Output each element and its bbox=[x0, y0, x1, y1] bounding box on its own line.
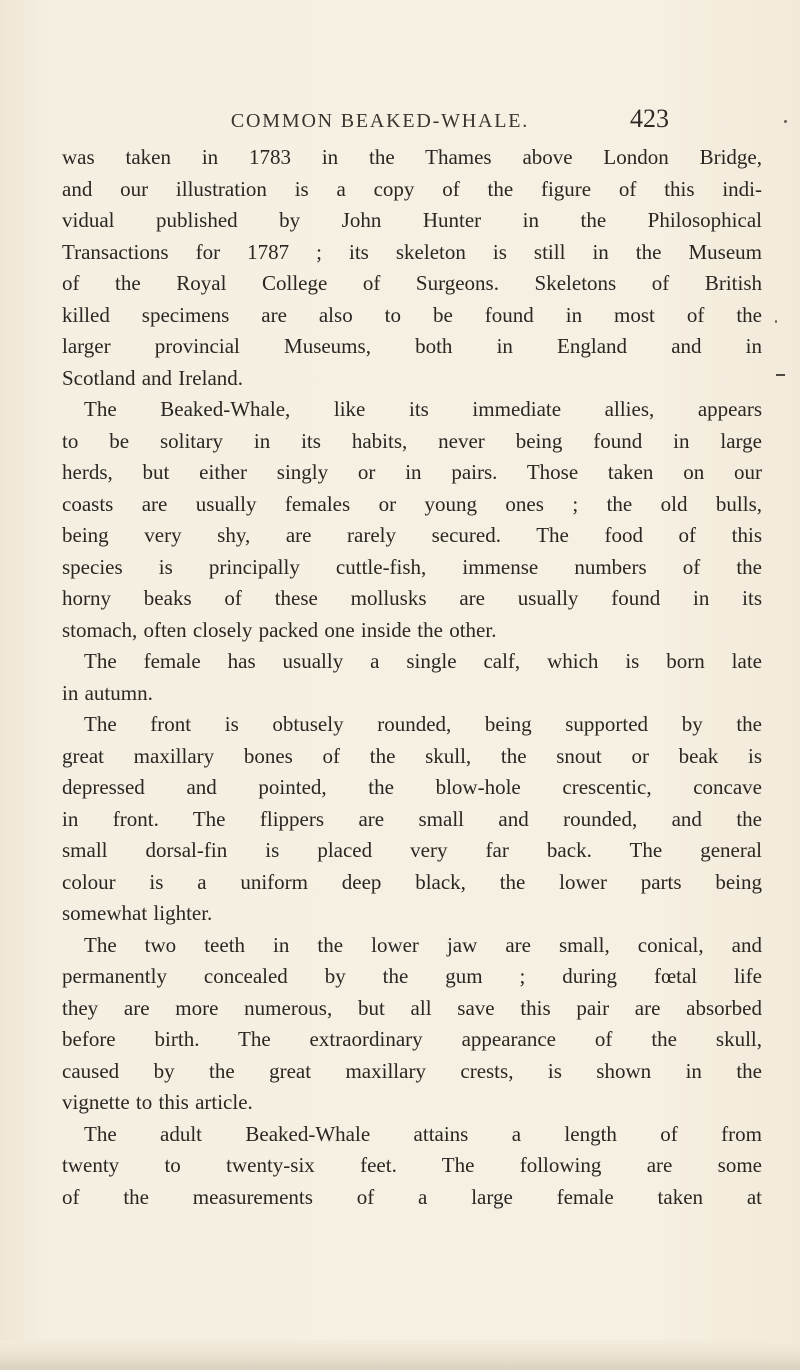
page-bottom-edge bbox=[0, 1340, 800, 1370]
running-head bbox=[0, 104, 800, 138]
text-line: being very shy, are rarely secured. The food of this bbox=[62, 523, 762, 547]
text-line: Scotland and Ireland. bbox=[62, 365, 244, 390]
text-line: in front. The flippers are small and rounded, and the bbox=[62, 806, 762, 831]
text-line: horny beaks of these mollusks are usually found in its bbox=[62, 586, 762, 610]
text-line: The front is obtusely rounded, being supported by the bbox=[84, 712, 762, 736]
text-line: caused by the great maxillary crests, is shown in the bbox=[62, 1058, 762, 1083]
text-line: was taken in 1783 in the Thames above London Bridge, bbox=[62, 145, 762, 169]
running-title: COMMON BEAKED-WHALE. bbox=[230, 110, 530, 132]
text-line: permanently concealed by the gum ; during fœtal life bbox=[62, 964, 762, 988]
page-number: 423 bbox=[630, 104, 669, 133]
text-line: vidual published by John Hunter in the Philosophical bbox=[62, 208, 762, 232]
text-line: vignette to this article. bbox=[62, 1090, 253, 1114]
text-line: great maxillary bones of the skull, the snout or beak is bbox=[62, 743, 762, 768]
text-line: small dorsal-fin is placed very far back. The general bbox=[62, 838, 762, 862]
text-line: in autumn. bbox=[62, 680, 153, 705]
text-line: The adult Beaked-Whale attains a length of from bbox=[84, 1121, 762, 1146]
text-line: The two teeth in the lower jaw are small, conical, and bbox=[84, 932, 762, 957]
text-line: of the measurements of a large female taken at bbox=[62, 1184, 762, 1209]
text-line: herds, but either singly or in pairs. Those taken on our bbox=[62, 460, 762, 484]
text-line: before birth. The extraordinary appearance of the skull, bbox=[62, 1027, 762, 1051]
text-line: somewhat lighter. bbox=[62, 901, 213, 925]
text-line: to be solitary in its habits, never being found in large bbox=[62, 428, 762, 453]
text-line: stomach, often closely packed one inside the other. bbox=[62, 617, 497, 642]
text-line: depressed and pointed, the blow-hole crescentic, concave bbox=[62, 775, 762, 799]
text-line: coasts are usually females or young ones ; the old bulls, bbox=[62, 491, 762, 516]
text-line: The female has usually a single calf, which is born late bbox=[84, 649, 762, 673]
text-line: species is principally cuttle-fish, immense numbers of the bbox=[62, 554, 762, 579]
text-line: they are more numerous, but all save this pair are absorbed bbox=[62, 995, 762, 1020]
text-line: killed specimens are also to be found in most of the bbox=[62, 302, 762, 327]
text-line: Transactions for 1787 ; its skeleton is still in the Museum bbox=[62, 239, 762, 264]
text-line: colour is a uniform deep black, the lower parts being bbox=[62, 869, 762, 894]
margin-speck bbox=[784, 120, 787, 123]
text-line: of the Royal College of Surgeons. Skeletons of British bbox=[62, 271, 762, 295]
text-line: and our illustration is a copy of the figure of this indi- bbox=[62, 176, 762, 201]
text-line: larger provincial Museums, both in England and in bbox=[62, 334, 762, 358]
text-line: twenty to twenty-six feet. The following are some bbox=[62, 1153, 762, 1177]
margin-speck bbox=[775, 320, 777, 323]
body-text bbox=[62, 142, 762, 1213]
text-line: The Beaked-Whale, like its immediate allies, appears bbox=[84, 397, 762, 421]
margin-dash bbox=[776, 374, 785, 376]
